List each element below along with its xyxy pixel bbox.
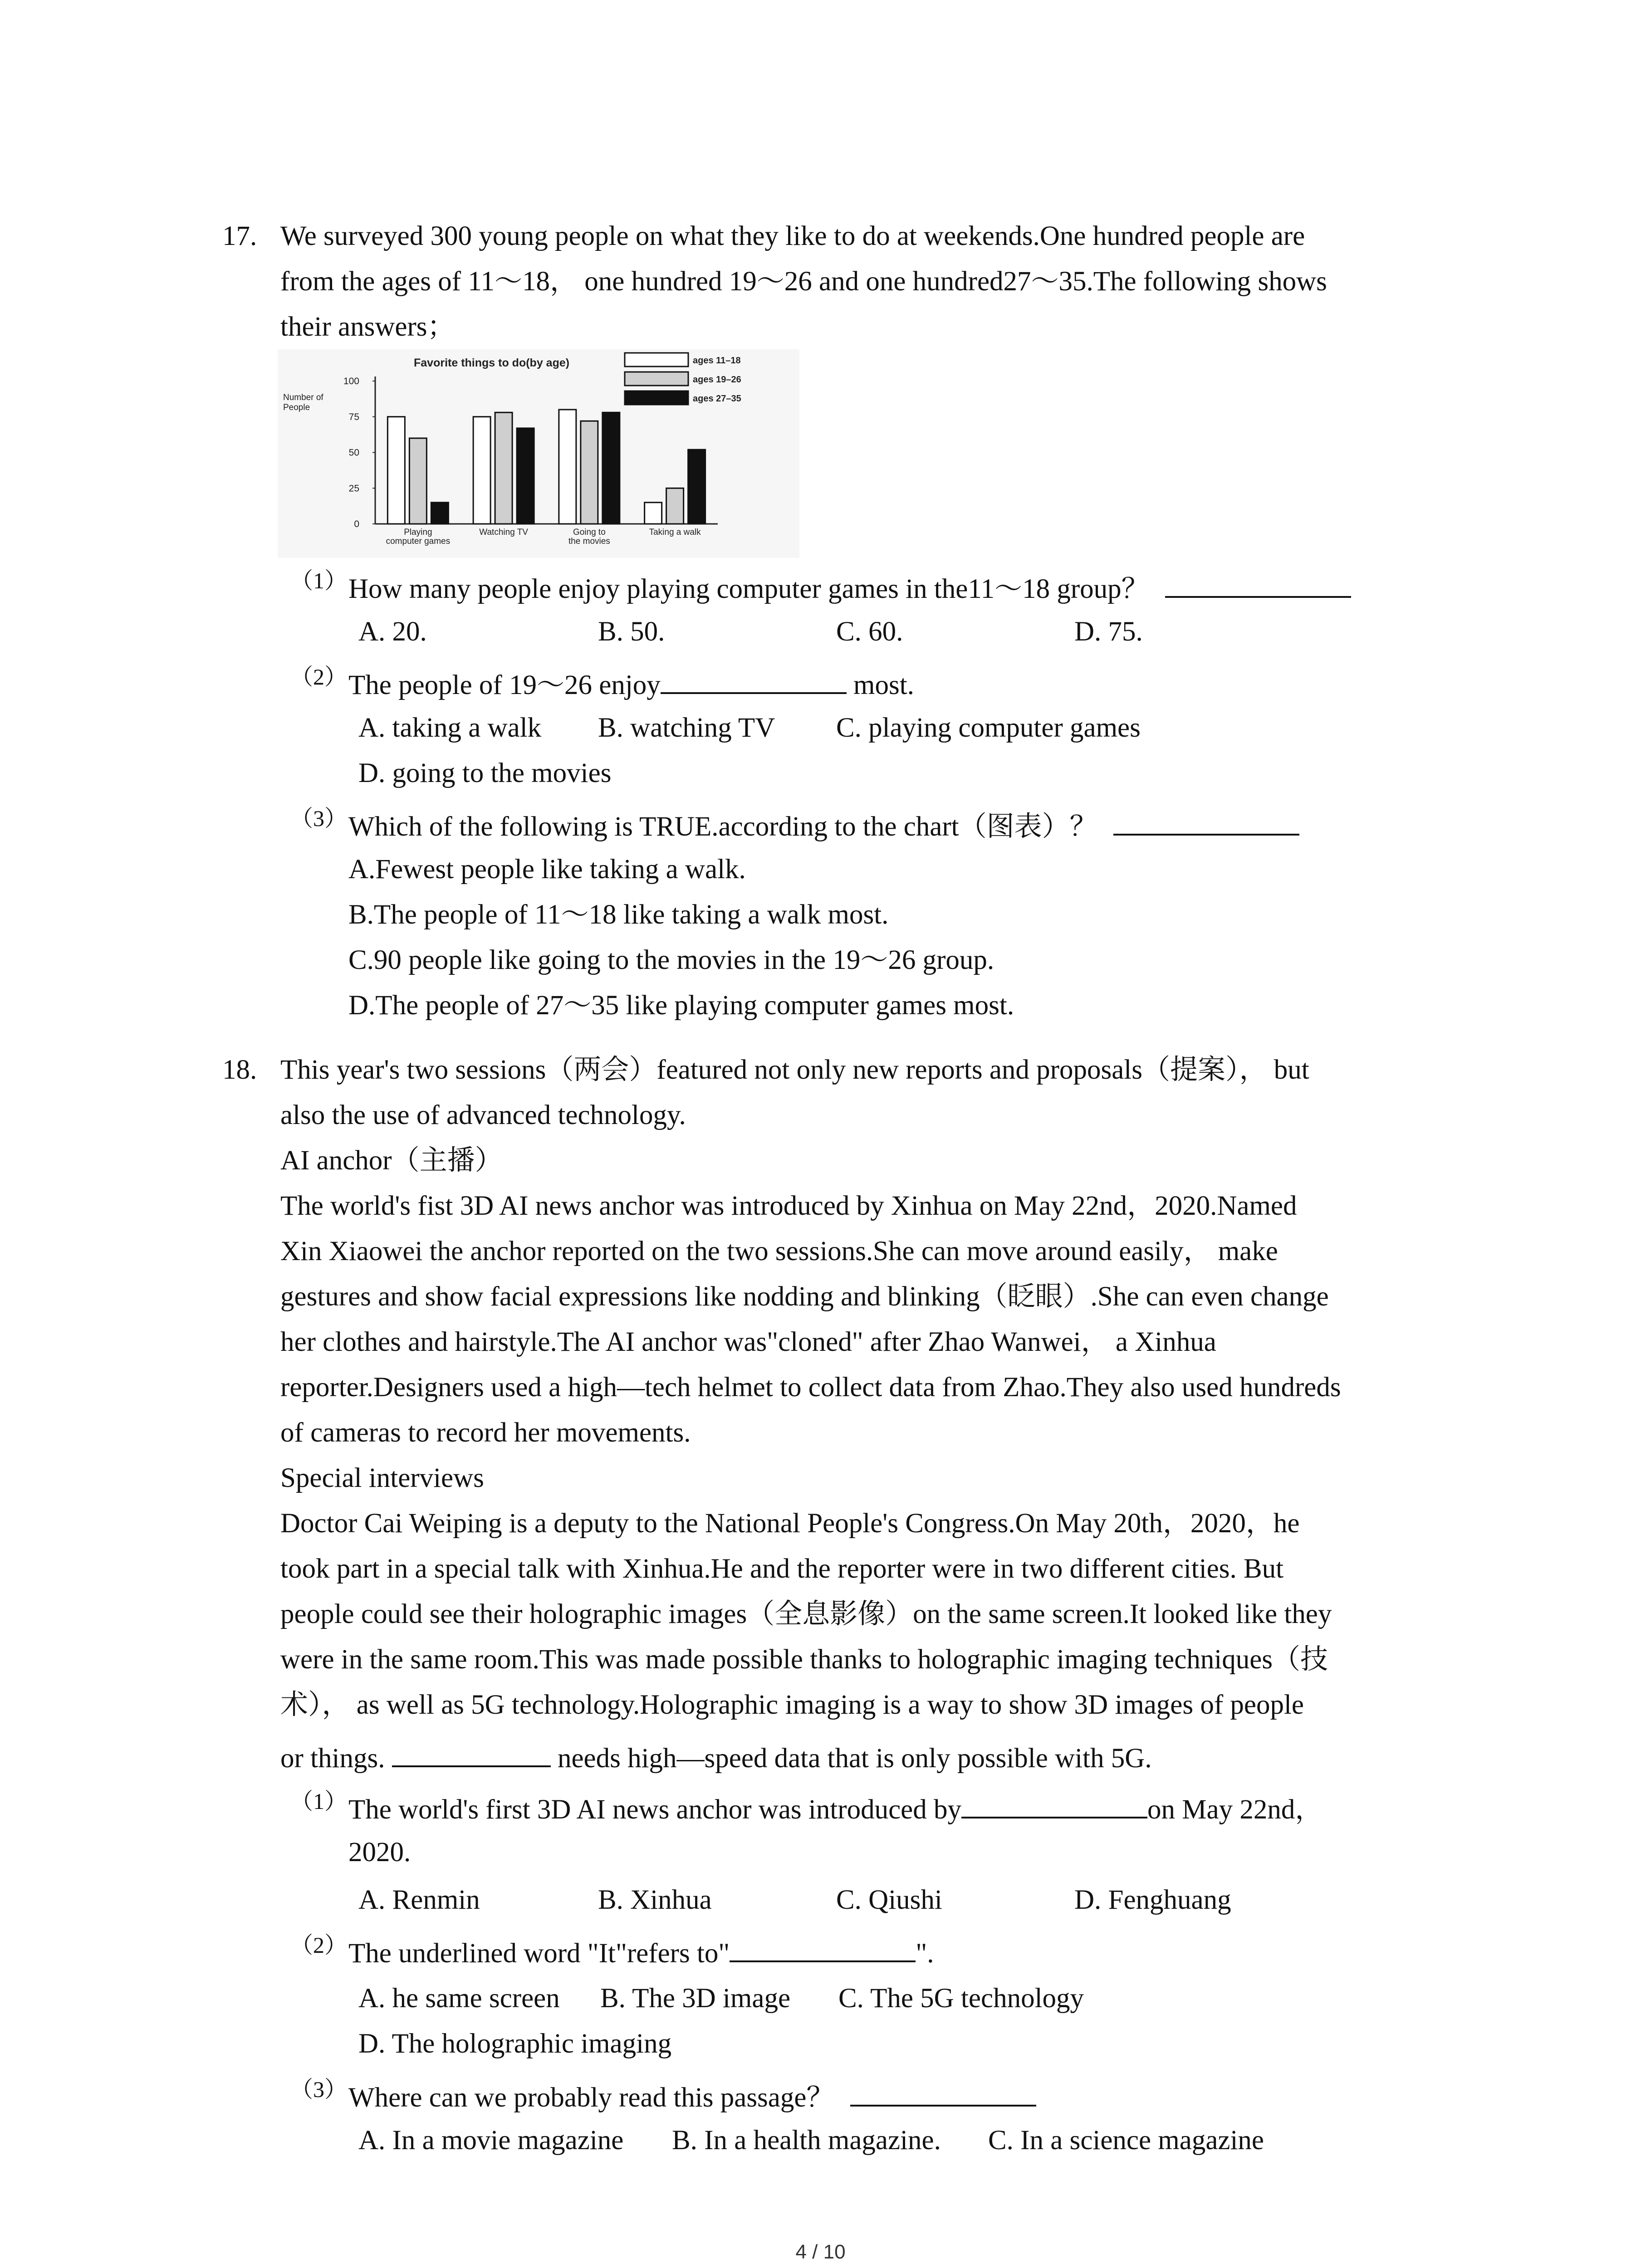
q18-passage-line-14: were in the same room.This was made possible thanks to holographic imaging techniques（技: [280, 1644, 1328, 1675]
page-number: 4 / 10: [795, 2241, 846, 2263]
q17-intro-line-1: We surveyed 300 young people on what they like to do at weekends.One hundred people are: [280, 221, 1305, 251]
q18-passage-line-6: gestures and show facial expressions like nodding and blinking（眨眼）.She can even change: [280, 1281, 1329, 1312]
q17-intro-line-2: from the ages of 11～18， one hundred 19～26 and one hundred27～35.The following shows: [280, 266, 1327, 297]
q17-sub3-option-a[interactable]: A.Fewest people like taking a walk.: [348, 854, 746, 885]
q18-section-heading-ai-anchor: AI anchor（主播）: [280, 1145, 503, 1176]
chart-legend-label: ages 27–35: [693, 394, 741, 404]
q18-sub3-answer-blank[interactable]: [850, 2081, 1036, 2107]
q18-sub3-text: Where can we probably read this passage？: [348, 2081, 1036, 2112]
q18-sub2-option-c[interactable]: C. The 5G technology: [838, 1983, 1084, 2014]
favorite-things-bar-chart: [278, 349, 799, 558]
q18-passage-line-12: took part in a special talk with Xinhua.He and the reporter were in two different cities. But: [280, 1554, 1284, 1584]
chart-category-label: computer games: [386, 537, 451, 546]
q18-sub2-option-d[interactable]: D. The holographic imaging: [358, 2028, 672, 2059]
q18-sub2-number: （2）: [290, 1932, 347, 1958]
q18-sub1-option-d[interactable]: D. Fenghuang: [1074, 1885, 1231, 1915]
q17-sub3-answer-blank[interactable]: [1113, 810, 1299, 836]
question-18-number: 18.: [222, 1055, 257, 1085]
q18-sub1-text-line-2: 2020.: [348, 1837, 411, 1867]
chart-category-label: Watching TV: [479, 528, 528, 537]
q18-passage-line-16: or things. needs high—speed data that is only possible with 5G.: [280, 1742, 1152, 1772]
chart-bar: [666, 488, 684, 524]
q17-sub1-text: How many people enjoy playing computer games in the11～18 group？: [348, 572, 1351, 603]
chart-legend-swatch: [625, 372, 688, 386]
q17-sub3-text: Which of the following is TRUE.according to the chart（图表）？: [348, 810, 1299, 841]
q18-passage-line-5: Xin Xiaowei the anchor reported on the two sessions.She can move around easily， make: [280, 1236, 1278, 1266]
q18-sub2-answer-blank[interactable]: [730, 1937, 916, 1962]
q17-sub2-number: （2）: [290, 664, 347, 689]
chart-category-label: the movies: [568, 537, 610, 546]
question-17-number: 17.: [222, 221, 257, 251]
q18-sub1-option-c[interactable]: C. Qiushi: [836, 1885, 942, 1915]
q18-sub3-option-b[interactable]: B. In a health magazine.: [672, 2125, 941, 2156]
chart-bar: [495, 412, 512, 524]
chart-category-label: Playing: [404, 528, 432, 537]
chart-bar: [581, 421, 598, 524]
q18-sub3-number: （3）: [290, 2077, 347, 2102]
q17-sub1-option-c[interactable]: C. 60.: [836, 616, 903, 647]
q18-sub1-option-b[interactable]: B. Xinhua: [598, 1885, 712, 1915]
q17-sub1-number: （1）: [290, 568, 347, 593]
q17-sub2-text: The people of 19～26 enjoy most.: [348, 669, 914, 699]
chart-category-label: Going to: [573, 528, 606, 537]
q18-sub2-text: The underlined word "It"refers to" ".: [348, 1937, 934, 1967]
chart-bar: [431, 503, 448, 524]
q18-passage-line-15: 术）， as well as 5G technology.Holographic imaging is a way to show 3D images of people: [280, 1690, 1304, 1720]
chart-ylabel-line-1: Number of: [283, 393, 323, 402]
q17-intro-line-3: their answers；: [280, 312, 455, 342]
q18-sub1-option-a[interactable]: A. Renmin: [358, 1885, 480, 1915]
q17-sub3-option-d[interactable]: D.The people of 27～35 like playing computer games most.: [348, 990, 1014, 1021]
q18-sub1-text: The world's first 3D AI news anchor was introduced by on May 22nd，: [348, 1793, 1323, 1823]
q18-sub2-option-a[interactable]: A. he same screen: [358, 1983, 560, 2014]
q17-sub3-option-b[interactable]: B.The people of 11～18 like taking a walk most.: [348, 899, 889, 930]
chart-legend-swatch: [625, 391, 688, 405]
q17-sub1-option-d[interactable]: D. 75.: [1074, 616, 1143, 647]
q18-sub3-option-a[interactable]: A. In a movie magazine: [358, 2125, 624, 2156]
q17-sub2-option-c[interactable]: C. playing computer games: [836, 713, 1141, 743]
chart-title: Favorite things to do(by age): [414, 357, 570, 369]
q18-passage-line-8: reporter.Designers used a high—tech helmet to collect data from Zhao.They also used hundreds: [280, 1372, 1341, 1403]
q17-sub1-answer-blank[interactable]: [1165, 572, 1351, 598]
chart-legend-label: ages 11–18: [693, 356, 741, 366]
q18-passage-line-9: of cameras to record her movements.: [280, 1418, 691, 1448]
chart-bar: [517, 428, 534, 524]
chart-bar: [409, 438, 426, 524]
chart-ylabel-line-2: People: [283, 403, 310, 412]
q18-sub2-option-b[interactable]: B. The 3D image: [600, 1983, 791, 2014]
q18-passage-line-1: This year's two sessions（两会）featured not only new reports and proposals（提案）， but: [280, 1055, 1309, 1085]
q17-sub2-option-d[interactable]: D. going to the movies: [358, 758, 612, 788]
q17-sub1-option-b[interactable]: B. 50.: [598, 616, 665, 647]
q18-passage-line-2: also the use of advanced technology.: [280, 1100, 686, 1130]
chart-ytick-label: 50: [348, 447, 359, 458]
q17-sub2-option-b[interactable]: B. watching TV: [598, 713, 775, 743]
q18-passage-line-4: The world's fist 3D AI news anchor was introduced by Xinhua on May 22nd，2020.Named: [280, 1191, 1297, 1221]
q17-sub1-option-a[interactable]: A. 20.: [358, 616, 427, 647]
q17-sub2-option-a[interactable]: A. taking a walk: [358, 713, 542, 743]
q17-sub2-answer-blank[interactable]: [661, 669, 847, 694]
q18-section-heading-special-interviews: Special interviews: [280, 1463, 484, 1493]
chart-bar: [473, 417, 490, 524]
q18-sub1-number: （1）: [290, 1789, 347, 1814]
chart-legend-swatch: [625, 353, 688, 367]
chart-bar: [603, 412, 620, 524]
q17-sub3-option-c[interactable]: C.90 people like going to the movies in the 19～26 group.: [348, 945, 994, 975]
chart-category-label: Taking a walk: [649, 528, 701, 537]
q18-passage-line-13: people could see their holographic images（全息影像）on the same screen.It looked like they: [280, 1599, 1332, 1629]
chart-legend-label: ages 19–26: [693, 375, 741, 385]
chart-bar: [645, 503, 662, 524]
q18-sub3-option-c[interactable]: C. In a science magazine: [988, 2125, 1264, 2156]
chart-ytick-label: 100: [343, 376, 359, 386]
chart-bar: [387, 417, 405, 524]
chart-ytick-label: 0: [354, 519, 359, 529]
chart-bar: [559, 410, 576, 524]
q17-sub3-number: （3）: [290, 806, 347, 831]
q18-passage-line-7: her clothes and hairstyle.The AI anchor was"cloned" after Zhao Wanwei， a Xinhua: [280, 1327, 1216, 1357]
chart-bar: [688, 450, 705, 524]
q18-sub1-answer-blank[interactable]: [961, 1793, 1147, 1818]
q18-passage-line-11: Doctor Cai Weiping is a deputy to the National People's Congress.On May 20th，2020，he: [280, 1508, 1300, 1539]
q18-passage-blank[interactable]: [392, 1742, 551, 1767]
chart-ytick-label: 75: [348, 411, 359, 422]
chart-ytick-label: 25: [348, 483, 359, 494]
